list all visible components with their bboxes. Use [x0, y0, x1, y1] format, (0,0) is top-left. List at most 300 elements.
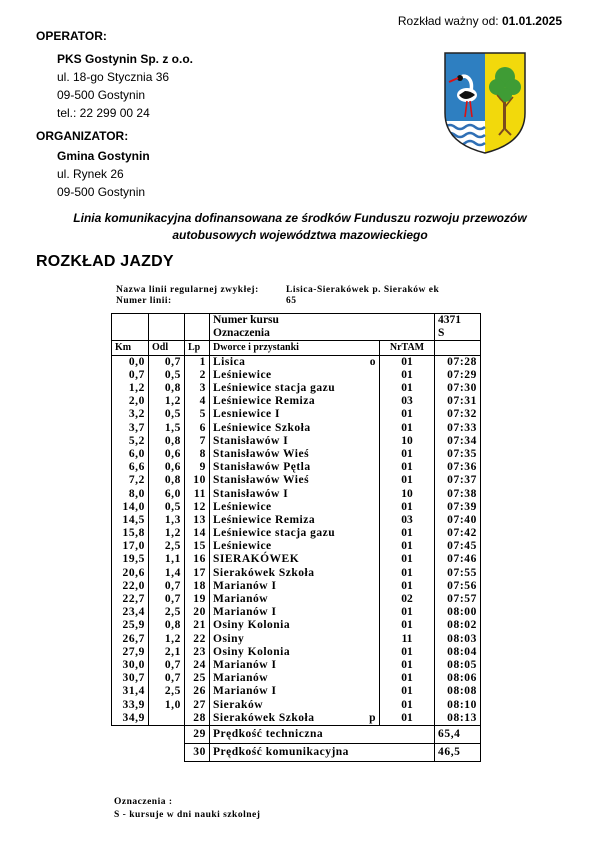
cell-time: 08:10	[435, 698, 481, 711]
stop-name: Stanisławów Wieś	[213, 447, 310, 460]
table-row	[112, 659, 481, 672]
stop-name-wrap	[213, 501, 376, 514]
cell-odl: 0,8	[149, 382, 185, 395]
cell-km: 15,8	[112, 527, 149, 540]
cell-lp: 3	[185, 382, 210, 395]
cell-lp: 28	[185, 712, 210, 726]
operator-name: PKS Gostynin Sp. z o.o.	[57, 52, 194, 66]
cell-lp: 23	[185, 646, 210, 659]
funding-notice-line1: Linia komunikacyjna dofinansowana ze środków Funduszu rozwoju przewozów	[73, 211, 527, 225]
stop-name: Stanisławów I	[213, 434, 289, 447]
cell-lp: 7	[185, 435, 210, 448]
summary-lp: 30	[185, 743, 210, 761]
course-number-label: Numer kursu	[210, 314, 435, 328]
table-row	[112, 514, 481, 527]
operator-heading: OPERATOR:	[36, 29, 107, 43]
cell-km: 0,0	[112, 355, 149, 369]
cell-lp: 26	[185, 685, 210, 698]
cell-time: 07:37	[435, 474, 481, 487]
stop-name: Leśniewice stacja gazu	[213, 382, 336, 395]
header-empty	[435, 341, 481, 355]
cell-km: 8,0	[112, 487, 149, 500]
stop-name-wrap	[213, 540, 376, 553]
cell-stop	[210, 553, 380, 566]
cell-stop	[210, 580, 380, 593]
cell-odl: 0,7	[149, 593, 185, 606]
stop-name-wrap	[213, 685, 376, 698]
stop-name: Stanisławów I	[213, 487, 289, 500]
cell-nrtam: 01	[380, 712, 435, 726]
cell-odl: 1,3	[149, 514, 185, 527]
organizer-city: 09-500 Gostynin	[57, 185, 146, 199]
summary-value: 65,4	[435, 725, 481, 743]
table-row	[112, 685, 481, 698]
cell-stop	[210, 659, 380, 672]
cell-km: 6,0	[112, 448, 149, 461]
cell-km: 30,7	[112, 672, 149, 685]
organizer-heading: ORGANIZATOR:	[36, 129, 129, 143]
table-row	[112, 580, 481, 593]
cell-lp: 16	[185, 553, 210, 566]
cell-km: 23,4	[112, 606, 149, 619]
line-number-value: 65	[286, 296, 297, 306]
cell-stop	[210, 633, 380, 646]
organizer-name: Gmina Gostynin	[57, 149, 150, 163]
stop-name: Osiny Kolonia	[213, 645, 291, 658]
stop-name: Marianów I	[213, 685, 277, 698]
stop-name-wrap	[213, 712, 376, 725]
stop-name: Marianów	[213, 672, 269, 685]
cell-nrtam: 01	[380, 540, 435, 553]
cell-lp: 10	[185, 474, 210, 487]
cell-time: 07:56	[435, 580, 481, 593]
cell-nrtam: 01	[380, 672, 435, 685]
table-row	[112, 619, 481, 632]
cell-nrtam: 01	[380, 474, 435, 487]
stop-name-wrap	[213, 474, 376, 487]
cell-lp: 5	[185, 408, 210, 421]
stop-flag: p	[369, 711, 376, 724]
table-row	[112, 408, 481, 421]
cell-lp: 12	[185, 501, 210, 514]
cell-stop	[210, 514, 380, 527]
table-row	[112, 698, 481, 711]
table-row	[112, 435, 481, 448]
stop-name-wrap	[213, 369, 376, 382]
cell-time: 08:05	[435, 659, 481, 672]
stop-name-wrap	[213, 514, 376, 527]
header-stops: Dworce i przystanki	[210, 341, 380, 355]
cell-km: 17,0	[112, 540, 149, 553]
cell-time: 08:06	[435, 672, 481, 685]
cell-stop	[210, 408, 380, 421]
marks-label: Oznaczenia	[210, 327, 435, 341]
cell-odl: 1,1	[149, 553, 185, 566]
cell-odl: 0,5	[149, 369, 185, 382]
organizer-street: ul. Rynek 26	[57, 167, 124, 181]
cell-km: 19,5	[112, 553, 149, 566]
cell-lp: 19	[185, 593, 210, 606]
cell-nrtam: 01	[380, 527, 435, 540]
cell-time: 07:35	[435, 448, 481, 461]
stop-name: Leśniewice stacja gazu	[213, 527, 336, 540]
table-row	[112, 382, 481, 395]
cell-odl: 0,6	[149, 461, 185, 474]
stop-name: Leśniewice	[213, 540, 272, 553]
cell-km: 33,9	[112, 698, 149, 711]
cell-odl: 0,7	[149, 659, 185, 672]
table-row	[112, 606, 481, 619]
cell-time: 08:03	[435, 633, 481, 646]
stop-name: Stanisławów Wieś	[213, 474, 310, 487]
stop-name: Leśniewice Remiza	[213, 395, 316, 408]
footer-note: S - kursuje w dni nauki szkolnej	[114, 810, 261, 820]
table-row	[112, 369, 481, 382]
stop-name-wrap	[213, 567, 376, 580]
cell-stop	[210, 395, 380, 408]
cell-time: 07:32	[435, 408, 481, 421]
line-name-value: Lisica-Sierakówek p. Sieraków ek	[286, 285, 440, 295]
cell-time: 07:38	[435, 487, 481, 500]
cell-lp: 4	[185, 395, 210, 408]
header-nrtam: NrTAM	[380, 341, 435, 355]
cell-km: 3,2	[112, 408, 149, 421]
stop-name-wrap	[213, 382, 376, 395]
cell-lp: 1	[185, 355, 210, 369]
cell-nrtam: 01	[380, 567, 435, 580]
course-number-row	[112, 314, 481, 328]
cell-lp: 24	[185, 659, 210, 672]
stop-name: SIERAKÓWEK	[213, 553, 300, 566]
coat-of-arms-icon	[443, 51, 527, 155]
cell-nrtam: 01	[380, 408, 435, 421]
timetable	[111, 313, 481, 762]
stop-name: Leśniewice	[213, 368, 272, 381]
cell-odl: 0,7	[149, 355, 185, 369]
cell-nrtam: 03	[380, 395, 435, 408]
cell-odl: 2,5	[149, 606, 185, 619]
cell-km: 6,6	[112, 461, 149, 474]
cell-nrtam: 01	[380, 606, 435, 619]
cell-stop	[210, 422, 380, 435]
cell-nrtam: 10	[380, 435, 435, 448]
cell-stop	[210, 540, 380, 553]
stop-name-wrap	[213, 553, 376, 566]
cell-lp: 6	[185, 422, 210, 435]
table-row	[112, 712, 481, 726]
cell-time: 08:08	[435, 685, 481, 698]
cell-stop	[210, 698, 380, 711]
cell-km: 14,5	[112, 514, 149, 527]
cell-nrtam: 01	[380, 553, 435, 566]
cell-km: 27,9	[112, 646, 149, 659]
cell-odl: 1,2	[149, 527, 185, 540]
course-number-value: 4371	[435, 314, 481, 328]
cell-nrtam: 01	[380, 448, 435, 461]
cell-nrtam: 01	[380, 422, 435, 435]
cell-time: 07:30	[435, 382, 481, 395]
stop-name: Stanisławów Pętla	[213, 461, 311, 474]
cell-time: 07:33	[435, 422, 481, 435]
cell-odl: 6,0	[149, 487, 185, 500]
cell-stop	[210, 501, 380, 514]
cell-odl: 0,5	[149, 408, 185, 421]
cell-nrtam: 01	[380, 382, 435, 395]
footer-heading: Oznaczenia :	[114, 797, 173, 807]
page-title: ROZKŁAD JAZDY	[36, 253, 174, 270]
stop-name: Leśniewice Szkoła	[213, 421, 311, 434]
line-number-label: Numer linii:	[116, 296, 172, 306]
cell-stop	[210, 567, 380, 580]
cell-stop	[210, 448, 380, 461]
cell-time: 07:40	[435, 514, 481, 527]
cell-odl: 0,5	[149, 501, 185, 514]
cell-stop	[210, 619, 380, 632]
valid-from-label: Rozkład ważny od:	[397, 14, 499, 28]
cell-km: 5,2	[112, 435, 149, 448]
summary-empty	[149, 725, 185, 743]
cell-km: 14,0	[112, 501, 149, 514]
table-row	[112, 567, 481, 580]
cell-odl: 0,8	[149, 435, 185, 448]
cell-nrtam: 01	[380, 619, 435, 632]
cell-stop	[210, 355, 380, 369]
cell-nrtam: 01	[380, 698, 435, 711]
stop-name-wrap	[213, 448, 376, 461]
stop-name-wrap	[213, 488, 376, 501]
stop-name: Lesniewice I	[213, 408, 281, 421]
stop-name: Marianów	[213, 593, 269, 606]
cell-stop	[210, 487, 380, 500]
cell-nrtam: 02	[380, 593, 435, 606]
cell-time: 07:42	[435, 527, 481, 540]
cell-lp: 11	[185, 487, 210, 500]
cell-time: 08:13	[435, 712, 481, 726]
cell-km: 26,7	[112, 633, 149, 646]
cell-odl: 2,5	[149, 685, 185, 698]
cell-odl: 1,4	[149, 567, 185, 580]
cell-km: 34,9	[112, 712, 149, 726]
cell-odl: 1,5	[149, 422, 185, 435]
summary-lp: 29	[185, 725, 210, 743]
cell-lp: 18	[185, 580, 210, 593]
cell-nrtam: 01	[380, 580, 435, 593]
cell-time: 08:02	[435, 619, 481, 632]
cell-lp: 27	[185, 698, 210, 711]
table-row	[112, 501, 481, 514]
cell-nrtam: 01	[380, 659, 435, 672]
cell-stop	[210, 382, 380, 395]
table-row	[112, 422, 481, 435]
stop-name-wrap	[213, 356, 376, 369]
cell-lp: 9	[185, 461, 210, 474]
table-row	[112, 395, 481, 408]
stop-name-wrap	[213, 672, 376, 685]
cell-km: 22,0	[112, 580, 149, 593]
cell-lp: 21	[185, 619, 210, 632]
table-row	[112, 593, 481, 606]
cell-time: 08:04	[435, 646, 481, 659]
cell-odl: 1,0	[149, 698, 185, 711]
table-row	[112, 474, 481, 487]
cell-km: 22,7	[112, 593, 149, 606]
cell-time: 07:46	[435, 553, 481, 566]
stop-name: Leśniewice Remiza	[213, 513, 316, 526]
cell-stop	[210, 435, 380, 448]
summary-row	[112, 743, 481, 761]
table-row	[112, 553, 481, 566]
cell-stop	[210, 461, 380, 474]
stop-name-wrap	[213, 646, 376, 659]
cell-stop	[210, 606, 380, 619]
cell-stop	[210, 712, 380, 726]
valid-from-date: 01.01.2025	[501, 14, 562, 28]
cell-lp: 17	[185, 567, 210, 580]
operator-phone: tel.: 22 299 00 24	[57, 106, 150, 120]
header-km: Km	[112, 341, 149, 355]
stop-name-wrap	[213, 619, 376, 632]
line-name-label: Nazwa linii regularnej zwykłej:	[116, 285, 259, 295]
cell-nrtam: 01	[380, 501, 435, 514]
cell-time: 07:57	[435, 593, 481, 606]
stop-name: Marianów I	[213, 606, 277, 619]
operator-street: ul. 18-go Stycznia 36	[57, 70, 170, 84]
cell-km: 0,7	[112, 369, 149, 382]
cell-odl: 1,2	[149, 633, 185, 646]
cell-nrtam: 01	[380, 461, 435, 474]
cell-time: 07:45	[435, 540, 481, 553]
cell-lp: 15	[185, 540, 210, 553]
stop-name-wrap	[213, 422, 376, 435]
table-row	[112, 355, 481, 369]
stop-name-wrap	[213, 527, 376, 540]
header-lp: Lp	[185, 341, 210, 355]
cell-time: 07:28	[435, 355, 481, 369]
cell-stop	[210, 474, 380, 487]
cell-stop	[210, 672, 380, 685]
stop-name: Leśniewice	[213, 500, 272, 513]
organizer-block	[57, 147, 150, 201]
cell-km: 20,6	[112, 567, 149, 580]
stop-name-wrap	[213, 633, 376, 646]
cell-odl: 0,7	[149, 580, 185, 593]
cell-odl	[149, 712, 185, 726]
cell-nrtam: 01	[380, 355, 435, 369]
cell-km: 31,4	[112, 685, 149, 698]
header-odl: Odl	[149, 341, 185, 355]
cell-nrtam: 01	[380, 646, 435, 659]
cell-km: 3,7	[112, 422, 149, 435]
cell-nrtam: 11	[380, 633, 435, 646]
cell-odl: 0,8	[149, 619, 185, 632]
cell-time: 07:39	[435, 501, 481, 514]
cell-stop	[210, 646, 380, 659]
cell-km: 7,2	[112, 474, 149, 487]
table-row	[112, 461, 481, 474]
cell-time: 07:36	[435, 461, 481, 474]
funding-notice	[40, 210, 560, 244]
stop-name: Sierakówek Szkoła	[213, 711, 315, 724]
summary-empty	[149, 743, 185, 761]
valid-from	[398, 14, 562, 28]
cell-nrtam: 01	[380, 369, 435, 382]
summary-empty	[112, 725, 149, 743]
cell-odl: 0,7	[149, 672, 185, 685]
stop-name: Marianów I	[213, 579, 277, 592]
stop-name: Osiny Kolonia	[213, 619, 291, 632]
marks-value: S	[435, 327, 481, 341]
cell-time: 07:29	[435, 369, 481, 382]
stop-name-wrap	[213, 593, 376, 606]
table-row	[112, 487, 481, 500]
table-row	[112, 633, 481, 646]
cell-stop	[210, 593, 380, 606]
cell-stop	[210, 685, 380, 698]
cell-lp: 2	[185, 369, 210, 382]
operator-block	[57, 50, 193, 122]
marks-row	[112, 327, 481, 341]
cell-km: 25,9	[112, 619, 149, 632]
cell-nrtam: 03	[380, 514, 435, 527]
cell-nrtam: 10	[380, 487, 435, 500]
summary-label: Prędkość komunikacyjna	[210, 743, 435, 761]
table-row	[112, 646, 481, 659]
stop-name: Sierakówek Szkoła	[213, 566, 315, 579]
summary-label: Prędkość techniczna	[210, 725, 435, 743]
cell-lp: 25	[185, 672, 210, 685]
cell-lp: 20	[185, 606, 210, 619]
summary-value: 46,5	[435, 743, 481, 761]
cell-km: 2,0	[112, 395, 149, 408]
cell-stop	[210, 527, 380, 540]
summary-row	[112, 725, 481, 743]
cell-lp: 22	[185, 633, 210, 646]
cell-time: 07:31	[435, 395, 481, 408]
stop-name: Marianów I	[213, 658, 277, 671]
cell-stop	[210, 369, 380, 382]
operator-city: 09-500 Gostynin	[57, 88, 146, 102]
stop-name-wrap	[213, 461, 376, 474]
cell-km: 30,0	[112, 659, 149, 672]
stop-name-wrap	[213, 659, 376, 672]
stop-name-wrap	[213, 408, 376, 421]
funding-notice-line2: autobusowych województwa mazowieckiego	[172, 228, 428, 242]
cell-odl: 1,2	[149, 395, 185, 408]
table-header-row	[112, 341, 481, 355]
stop-name-wrap	[213, 435, 376, 448]
cell-km: 1,2	[112, 382, 149, 395]
cell-time: 08:00	[435, 606, 481, 619]
cell-lp: 8	[185, 448, 210, 461]
cell-nrtam: 01	[380, 685, 435, 698]
stop-flag: o	[369, 355, 376, 368]
cell-time: 07:55	[435, 567, 481, 580]
stop-name: Sieraków	[213, 698, 263, 711]
table-row	[112, 540, 481, 553]
table-row	[112, 527, 481, 540]
cell-lp: 14	[185, 527, 210, 540]
cell-time: 07:34	[435, 435, 481, 448]
table-row	[112, 448, 481, 461]
stop-name: Osiny	[213, 632, 245, 645]
stop-name-wrap	[213, 580, 376, 593]
cell-odl: 0,6	[149, 448, 185, 461]
cell-odl: 2,1	[149, 646, 185, 659]
stop-name-wrap	[213, 606, 376, 619]
table-row	[112, 672, 481, 685]
stop-name: Lisica	[213, 355, 246, 368]
cell-odl: 2,5	[149, 540, 185, 553]
